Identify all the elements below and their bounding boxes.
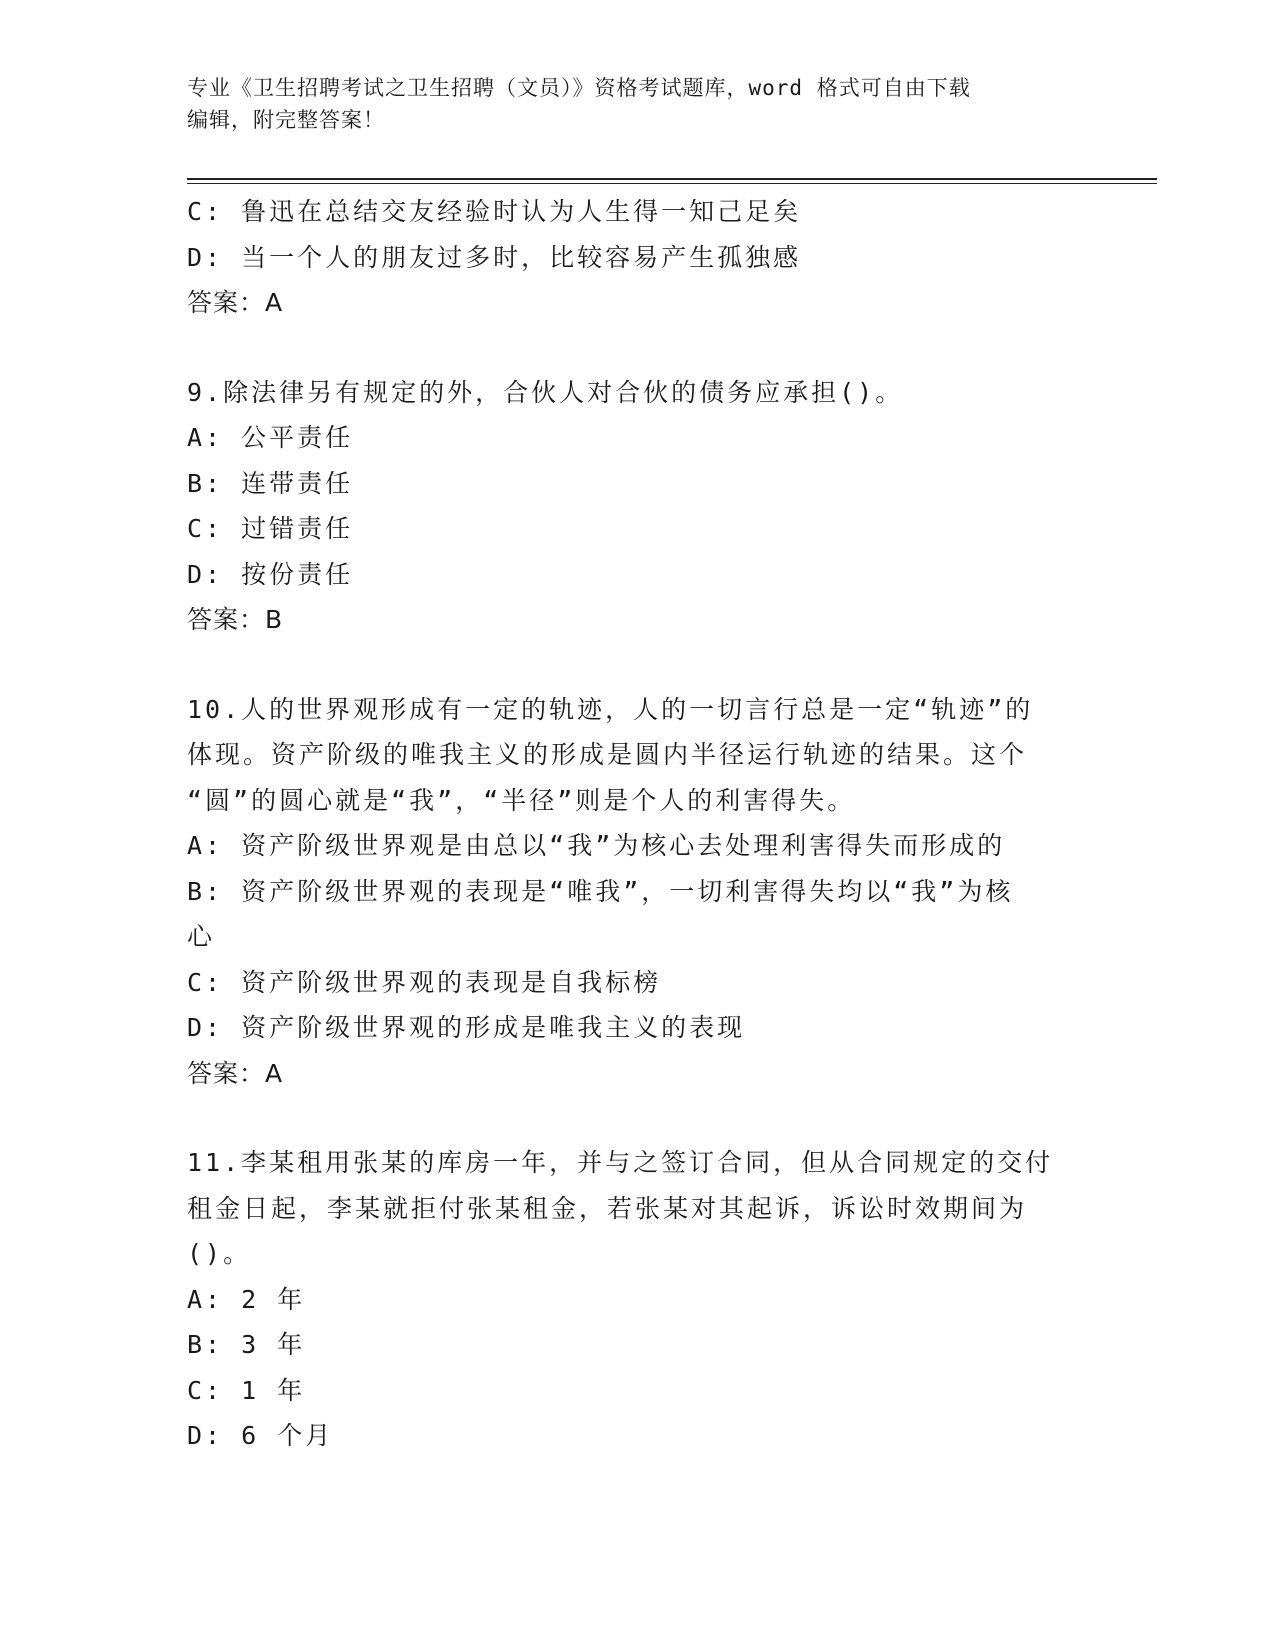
question-stem-line: 体现。资产阶级的唯我主义的形成是圆内半径运行轨迹的结果。这个 xyxy=(187,740,1028,769)
question-stem-line: “圆”的圆心就是“我”，“半径”则是个人的利害得失。 xyxy=(187,785,856,815)
question-block-9 xyxy=(187,370,1087,643)
answer-label: 答案：B xyxy=(187,605,284,634)
option-a: A: 公平责任 xyxy=(187,423,354,452)
option-c: C: 资产阶级世界观的表现是自我标榜 xyxy=(187,967,662,997)
question-spacer xyxy=(187,643,1087,687)
option-d: D: 按份责任 xyxy=(187,559,354,589)
option-b: B: 资产阶级世界观的表现是“唯我”，一切利害得失均以“我”为核 xyxy=(187,876,1014,906)
question-block-8 xyxy=(187,189,1087,326)
header-divider-thick xyxy=(187,178,1157,180)
option-d: D: 资产阶级世界观的形成是唯我主义的表现 xyxy=(187,1013,746,1042)
option-b: B: 连带责任 xyxy=(187,468,354,498)
option-a: A: 资产阶级世界观是由总以“我”为核心去处理利害得失而形成的 xyxy=(187,831,1006,860)
option-d: D: 当一个人的朋友过多时，比较容易产生孤独感 xyxy=(187,242,802,272)
option-c: C: 鲁迅在总结交友经验时认为人生得一知己足矣 xyxy=(187,197,802,226)
question-stem: 9.除法律另有规定的外，合伙人对合伙的债务应承担()。 xyxy=(187,377,904,407)
answer-label: 答案：A xyxy=(187,288,284,317)
question-list xyxy=(187,189,1087,1459)
option-d: D: 6 个月 xyxy=(187,1421,334,1450)
option-c: C: 过错责任 xyxy=(187,514,354,543)
question-stem-line: ()。 xyxy=(187,1239,252,1268)
question-stem-line: 10.人的世界观形成有一定的轨迹，人的一切言行总是一定“轨迹”的 xyxy=(187,694,1034,724)
header-line-1: 专业《卫生招聘考试之卫生招聘（文员）》资格考试题库，word 格式可自由下载 xyxy=(187,76,971,100)
header-divider-thin xyxy=(187,183,1157,184)
header-line-2: 编辑，附完整答案！ xyxy=(187,108,385,132)
question-stem-line: 11.李某租用张某的库房一年，并与之签订合同，但从合同规定的交付 xyxy=(187,1148,1054,1177)
question-spacer xyxy=(187,1096,1087,1140)
document-header xyxy=(187,72,1087,136)
question-block-10 xyxy=(187,687,1087,1097)
answer-label: 答案：A xyxy=(187,1058,284,1088)
option-a: A: 2 年 xyxy=(187,1284,306,1314)
question-stem-line: 租金日起，李某就拒付张某租金，若张某对其起诉，诉讼时效期间为 xyxy=(187,1193,1028,1223)
question-block-11 xyxy=(187,1140,1087,1459)
question-spacer xyxy=(187,326,1087,370)
option-b-continued: 心 xyxy=(187,922,216,951)
option-c: C: 1 年 xyxy=(187,1375,306,1405)
option-b: B: 3 年 xyxy=(187,1330,306,1359)
